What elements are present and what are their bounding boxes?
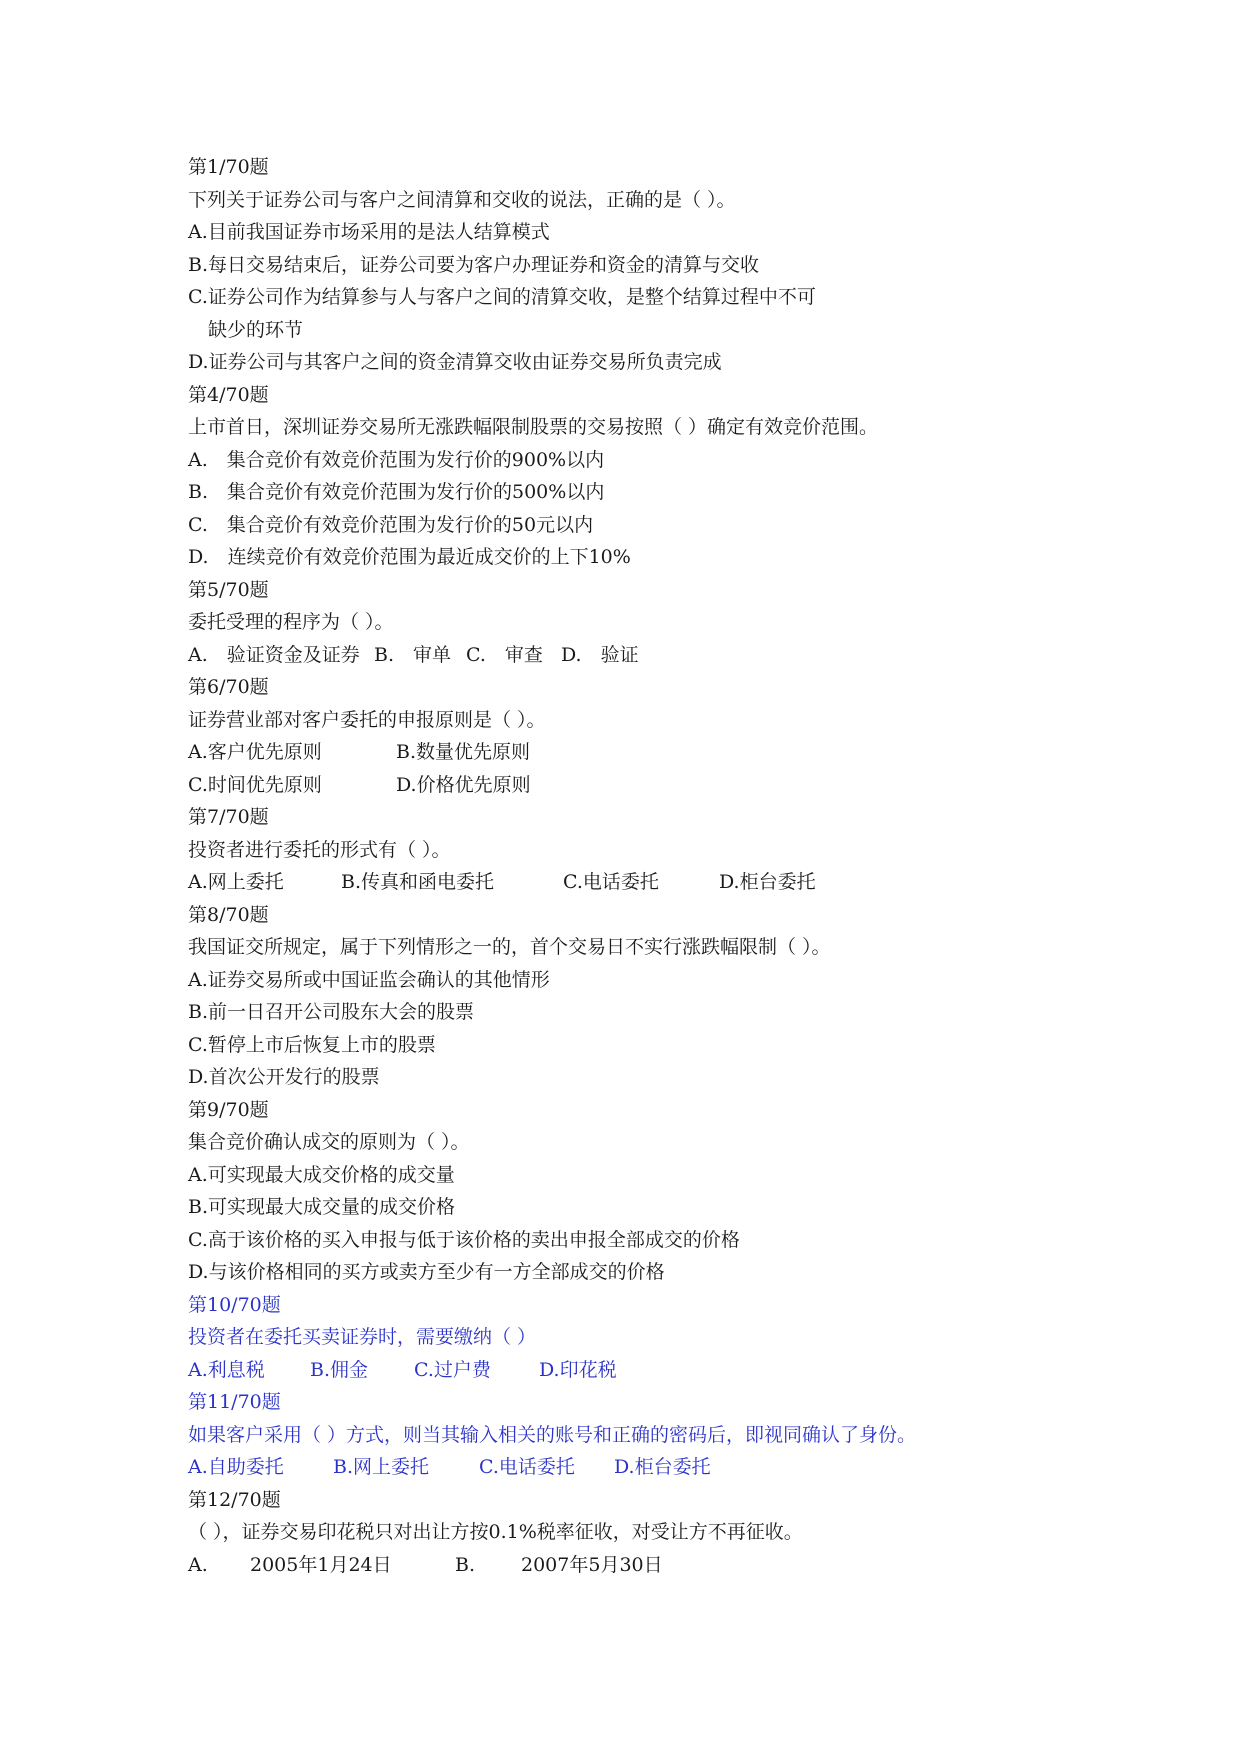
question-option: A. 验证资金及证券 — [188, 643, 360, 666]
question-option: C.暂停上市后恢复上市的股票 — [188, 1033, 436, 1056]
question-option: A.目前我国证券市场采用的是法人结算模式 — [188, 221, 550, 243]
question-option: B.可实现最大成交量的成交价格 — [188, 1196, 456, 1218]
question-stem: 如果客户采用（ ）方式，则当其输入相关的账号和正确的密码后，即视同确认了身份。 — [188, 1423, 917, 1446]
question-stem: 投资者在委托买卖证券时，需要缴纳（ ） — [188, 1326, 537, 1348]
question-header: 第6/70题 — [188, 676, 269, 698]
question-option: D. 验证 — [561, 643, 639, 666]
question-option: D.首次公开发行的股票 — [188, 1066, 380, 1088]
question-stem: 证券营业部对客户委托的申报原则是（ ）。 — [188, 708, 546, 731]
question-option: C. 审查 — [466, 643, 543, 666]
question-option: D.柜台委托 — [614, 1456, 711, 1478]
question-stem: （ ），证券交易印花税只对出让方按0.1%税率征收，对受让方不再征收。 — [188, 1521, 803, 1543]
question-option: D.证券公司与其客户之间的资金清算交收由证券交易所负责完成 — [188, 351, 722, 373]
question-option: 2005年1月24日 — [250, 1553, 392, 1576]
question-header: 第7/70题 — [188, 806, 269, 828]
question-option-letter: B. — [455, 1553, 476, 1576]
question-stem: 委托受理的程序为（ ）。 — [188, 611, 394, 633]
question-option: C.时间优先原则 — [188, 773, 322, 796]
question-header: 第1/70题 — [188, 156, 269, 178]
question-option: A.可实现最大成交价格的成交量 — [188, 1163, 455, 1186]
question-options-row — [188, 1451, 1088, 1484]
question-stem: 投资者进行委托的形式有（ ）。 — [188, 838, 451, 861]
question-stem: 我国证交所规定，属于下列情形之一的，首个交易日不实行涨跌幅限制（ ）。 — [188, 936, 831, 958]
question-header: 第8/70题 — [188, 903, 269, 926]
question-option: D.与该价格相同的买方或卖方至少有一方全部成交的价格 — [188, 1261, 665, 1283]
question-list — [188, 151, 1088, 1581]
question-option: A.网上委托 — [188, 871, 284, 893]
question-stem: 上市首日，深圳证券交易所无涨跌幅限制股票的交易按照（ ）确定有效竞价范围。 — [188, 416, 879, 438]
question-header: 第11/70题 — [188, 1391, 281, 1413]
question-header: 第5/70题 — [188, 578, 269, 601]
question-option: B.传真和函电委托 — [341, 871, 495, 893]
question-header: 第4/70题 — [188, 383, 269, 406]
question-option: C.过户费 — [414, 1358, 491, 1381]
question-option: D.价格优先原则 — [396, 773, 531, 796]
question-option: D.印花税 — [539, 1358, 617, 1381]
question-options-row — [188, 1549, 1088, 1582]
question-option-letter: A. — [188, 1553, 208, 1576]
question-option: C.电话委托 — [563, 871, 659, 893]
question-option: C.证券公司作为结算参与人与客户之间的清算交收，是整个结算过程中不可 — [188, 286, 816, 308]
question-option: A. 集合竞价有效竞价范围为发行价的900%以内 — [188, 448, 605, 471]
question-option: A.自助委托 — [188, 1456, 284, 1478]
question-option: B.网上委托 — [333, 1456, 430, 1478]
question-options-row — [188, 736, 1088, 769]
question-options-row — [188, 1354, 1088, 1387]
question-header: 第10/70题 — [188, 1293, 281, 1316]
question-option: C. 集合竞价有效竞价范围为发行价的50元以内 — [188, 513, 594, 536]
question-option: D. 连续竞价有效竞价范围为最近成交价的上下10% — [188, 546, 631, 568]
question-stem: 集合竞价确认成交的原则为（ ）。 — [188, 1131, 470, 1153]
question-options-row — [188, 866, 1088, 899]
question-option: D.柜台委托 — [719, 871, 816, 893]
question-option: B.每日交易结束后，证券公司要为客户办理证券和资金的清算与交收 — [188, 253, 760, 276]
question-option: C.高于该价格的买入申报与低于该价格的卖出申报全部成交的价格 — [188, 1228, 740, 1251]
question-header: 第12/70题 — [188, 1488, 281, 1511]
question-option: B. 集合竞价有效竞价范围为发行价的500%以内 — [188, 481, 605, 503]
question-option: B.前一日召开公司股东大会的股票 — [188, 1001, 475, 1023]
question-options-row — [188, 639, 1088, 672]
question-option: A.利息税 — [188, 1358, 265, 1381]
question-options-row — [188, 769, 1088, 802]
question-option: 2007年5月30日 — [521, 1553, 663, 1576]
question-header: 第9/70题 — [188, 1098, 269, 1121]
question-option: A.证券交易所或中国证监会确认的其他情形 — [188, 968, 550, 991]
question-option: C.电话委托 — [479, 1456, 575, 1478]
question-stem: 下列关于证券公司与客户之间清算和交收的说法，正确的是（ ）。 — [188, 188, 736, 211]
question-option: B.佣金 — [310, 1358, 369, 1381]
question-option: A.客户优先原则 — [188, 741, 322, 763]
question-option: B.数量优先原则 — [396, 741, 531, 763]
question-option-continuation: 缺少的环节 — [208, 318, 304, 341]
question-option: B. 审单 — [374, 643, 452, 666]
